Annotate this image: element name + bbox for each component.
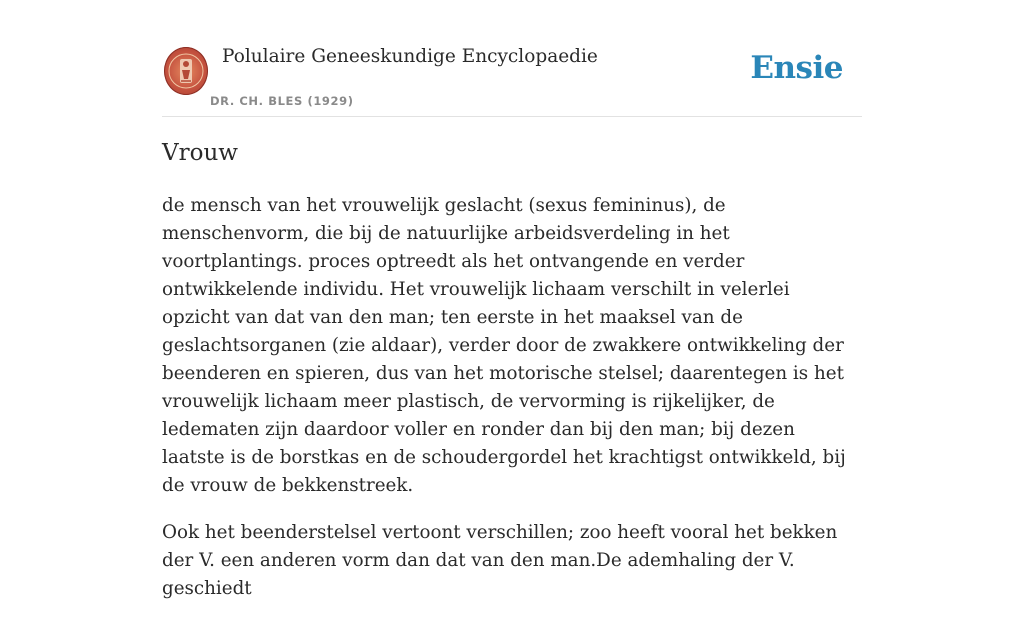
entry-paragraph: de mensch van het vrouwelijk geslacht (sexus femininus), de menschenvorm, die bij de natuurlijke arbeidsverdeling in het voortplantings. proces optreedt als het ontvangende en verder ontwikkelende individu. Het vrouwelijk lichaam verschilt in velerlei opzicht van dat van den man; ten eerste in het maaksel van de geslachtsorganen (zie aldaar), verder door de zwakkere ontwikkeling der beenderen en spieren, dus van het motorische stelsel; daarentegen is het vrouwelijk lichaam meer plastisch, de vervorming is rijkelijker, de ledematen zijn daardoor voller en ronder dan bij den man; bij dezen laatste is de borstkas en de schoudergordel het krachtigst ontwikkeld, bij de vrouw de bekkenstreek. [162, 195, 846, 496]
entry-paragraph: Ook het beenderstelsel vertoont verschillen; zoo heeft vooral het bekken der V. een anderen vorm dan dat van den man.De ademhaling der V. geschiedt [162, 522, 838, 599]
entry-title: Vrouw [162, 140, 238, 166]
cover-figure-icon [164, 47, 208, 95]
book-title[interactable]: Polulaire Geneeskundige Encyclopaedie [222, 46, 598, 67]
entry-body [162, 192, 862, 622]
book-author: DR. CH. BLES (1929) [210, 94, 354, 108]
page [162, 0, 862, 599]
site-logo[interactable]: Ensie [750, 50, 843, 86]
book-header [162, 0, 862, 117]
book-cover-image[interactable] [164, 47, 208, 95]
